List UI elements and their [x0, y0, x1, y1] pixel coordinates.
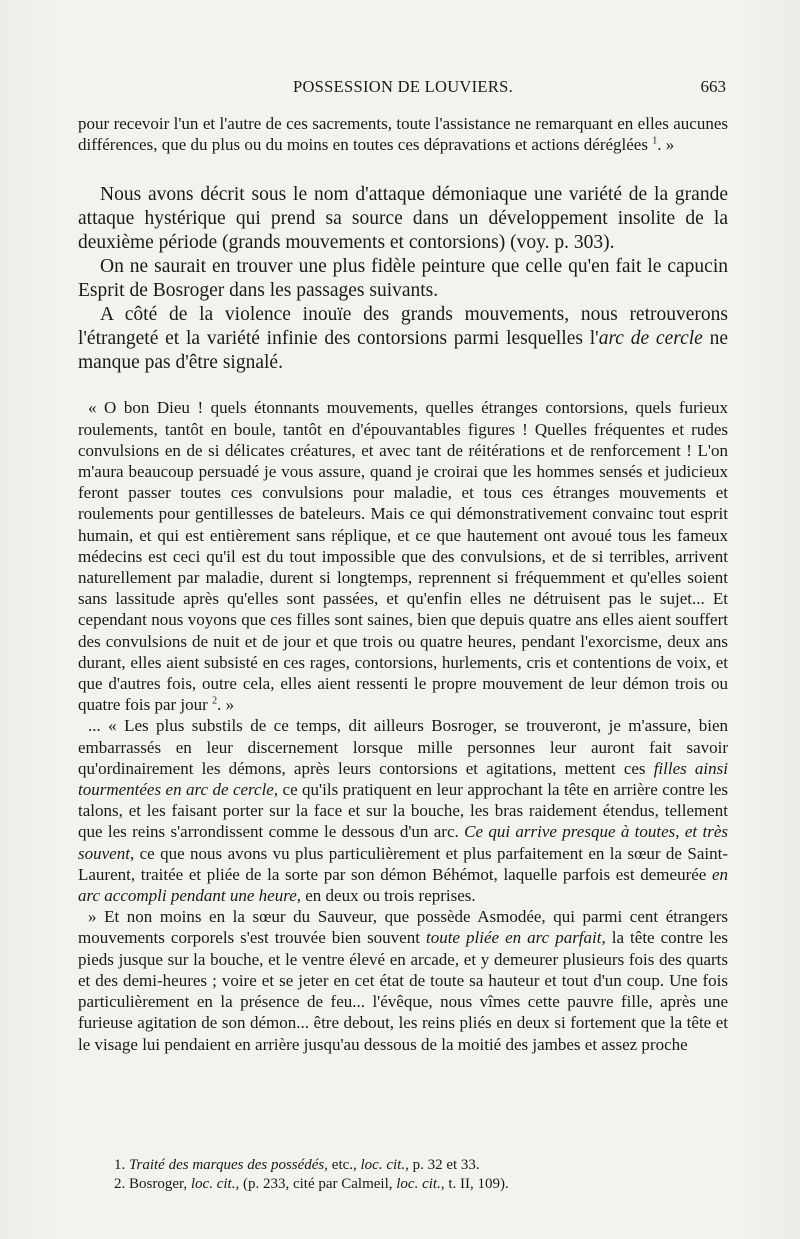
emphasis: toute pliée en arc parfait	[425, 928, 602, 948]
text-run: , t. II, 109).	[440, 1176, 509, 1192]
text-run: , p. 32 et 33.	[405, 1157, 480, 1173]
text-run: , (p. 233, cité par Calmeil,	[235, 1176, 397, 1192]
footnotes	[114, 1156, 714, 1194]
paragraph-main-3	[78, 303, 728, 375]
page-number: 663	[700, 77, 726, 96]
text-run: ... « Les plus substils de ce temps, dit ailleurs Bosroger, se trouveront, je m'assure, bien embarrassés en leur discernement lorsque mille personnes leur auront fait savoir qu'ordinairement les démons, après leurs contorsions et agitations, mettent ces	[78, 716, 728, 778]
quote-paragraph-1	[78, 397, 728, 715]
emphasis: Traité des marques des possédés	[129, 1157, 325, 1173]
paragraph-main-2: On ne saurait en trouver une plus fidèle peinture que celle qu'en fait le capucin Esprit de Bosroger dans les passages suivants.	[78, 256, 728, 302]
footnote-number: 1.	[114, 1157, 129, 1173]
running-head: POSSESSION DE LOUVIERS.	[292, 77, 514, 96]
footnote-ref: 2	[212, 695, 218, 707]
footnote-ref: 1	[652, 135, 658, 147]
text-run: . »	[657, 135, 675, 155]
emphasis: en arc accompli pendant une heure	[78, 864, 728, 906]
emphasis: filles ainsi tourmentées en arc de cercle	[78, 758, 728, 800]
emphasis: loc. cit.	[190, 1176, 236, 1192]
text-run: ne manque pas d'être signalé.	[78, 328, 729, 374]
text-run: , la tête contre les pieds jusque sur la bouche, et le ventre élevé en arcade, et y demeurer plusieurs fois des quarts et des demi-heures ; voire et se jeter en cet état de toute sa hauteur et tout d'un coup. Une fois particulièrement en la présence de feu... l'évêque, nous vîmes cette pauvre fille, après une furieuse agitation de son démon... être debout, les reins pliés en deux si fortement que la tête et le visage lui pendaient en arrière jusqu'au dessous de la moitié des jambes et assez proche	[78, 928, 729, 1054]
text-run: . »	[217, 695, 235, 715]
emphasis: loc. cit.	[360, 1157, 406, 1173]
paragraph-main-1: Nous avons décrit sous le nom d'attaque démoniaque une variété de la grande attaque hystérique qui prend sa source dans un développement insolite de la deuxième période (grands mouvements et contorsions) (voy. p. 303).	[78, 184, 728, 254]
page-header	[78, 76, 728, 100]
text-run: A côté de la violence inouïe des grands mouvements, nous retrouverons l'étrangeté et la variété infinie des contorsions parmi lesquelles l'	[78, 304, 728, 350]
text-run: , etc.,	[324, 1157, 361, 1173]
text-run: » Et non moins en la sœur du Sauveur, que possède Asmodée, qui parmi cent étrangers mouvements corporels s'est trouvée bien souvent	[78, 907, 728, 948]
emphasis: loc. cit.	[396, 1176, 441, 1192]
quote-paragraph-3	[78, 906, 728, 1054]
footnote-1	[114, 1156, 714, 1175]
emphasis: Ce qui arrive presque à toutes, et très souvent	[78, 822, 728, 863]
page-body	[78, 113, 728, 1055]
footnote-number: 2. Bosroger,	[114, 1176, 191, 1192]
text-run: , ce qu'ils pratiquent en leur approchant la tête en arrière contre les talons, et les faisant porter sur la face et sur la bouche, les bras raidement étendus, tellement que les reins s'arrondissent comme le dessous d'un arc.	[78, 780, 728, 842]
quote-paragraph-2	[78, 715, 728, 906]
text-run: « O bon Dieu ! quels étonnants mouvements, quelles étranges contorsions, quels furieux roulements, tantôt en boule, tantôt en d'épouvantables figures ! Quelles fréquentes et rudes convulsions en de si délicates créatures, et avec tant de réitérations et de renforcement ! L'on m'aura beaucoup persuadé je vous assure, quand je croirai que les hommes sensés et judicieux feront passer toutes ces convulsions pour maladie, et tous ces étranges mouvements et roulements pour gentillesses de bateleurs. Mais ce qui démonstrativement convainc tout esprit humain, et qui est entièrement sans réplique, et ce que hautement ont avoué tous les fameux médecins est ceci qu'il est du tout impossible que des convulsions, et de si terribles, arrivent naturellement par maladie, durent si longtemps, reprennent si fréquemment et qu'elles soient sans lassitude après qu'elles sont passées, et qu'enfin elles ne détruisent pas le sujet... Et cependant nous voyons que ces filles sont saines, bien que depuis quatre ans elles aient souffert des convulsions de nuit et de jour et que trois ou quatre heures, pendant l'exorcisme, deux ans durant, elles aient subsisté en ces rages, contorsions, hurlements, cris et contentions de voix, et que d'autres fois, outre cela, elles aient ressenti le propre mouvement de leur démon trois ou quatre fois par jour	[78, 398, 728, 715]
footnote-2	[114, 1175, 714, 1194]
text-run: , ce que nous avons vu plus particulièrement et plus parfaitement en la sœur de Saint-Laurent, traitée et pliée de la sorte par son démon Béhémot, laquelle parfois est demeurée	[78, 843, 728, 884]
emphasis: arc de cercle	[598, 328, 703, 350]
text-run: pour recevoir l'un et l'autre de ces sacrements, toute l'assistance ne remarquant en elles aucunes différences, que du plus ou du moins en toutes ces dépravations et actions déréglées	[78, 114, 728, 155]
paragraph-continued	[78, 113, 728, 155]
text-run: , en deux ou trois reprises.	[296, 886, 476, 906]
